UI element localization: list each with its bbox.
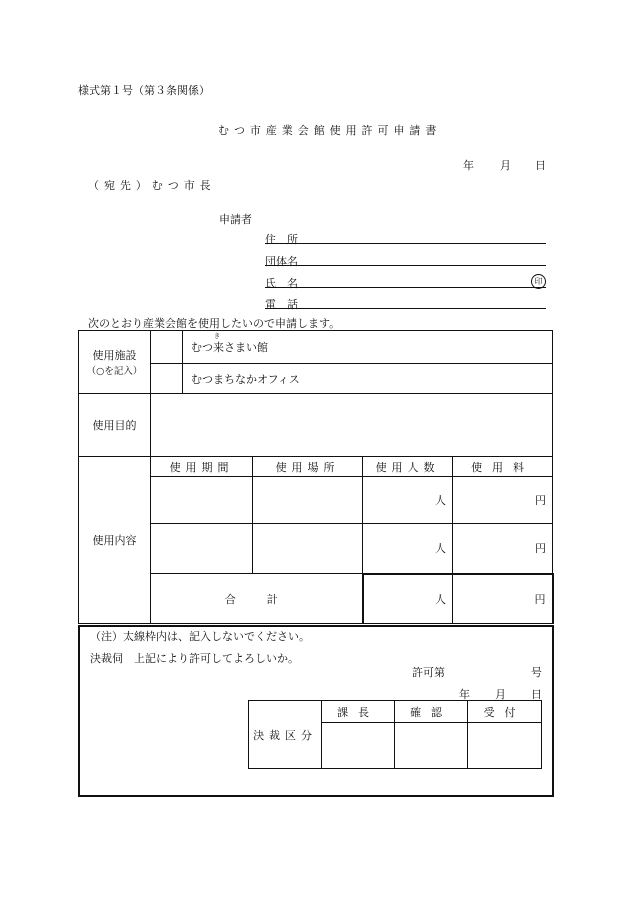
facility-sub-label: （○を記入）	[86, 366, 143, 377]
form-number: 様式第１号（第３条関係）	[78, 84, 210, 97]
decision-label: 決裁区分	[249, 701, 322, 769]
header-people: 使用人数	[363, 457, 453, 477]
header-period: 使用期間	[151, 457, 253, 477]
decision-table	[248, 700, 542, 769]
organization-line[interactable]	[265, 265, 546, 266]
date-month: 月	[500, 159, 511, 172]
name-line[interactable]	[265, 287, 546, 288]
decision-confirm-cell[interactable]	[395, 723, 468, 769]
address-label: 住 所	[265, 233, 298, 246]
applicant-heading: 申請者	[219, 213, 252, 226]
address-line[interactable]	[265, 243, 546, 244]
total-people: 人	[363, 574, 453, 624]
row2-fee[interactable]: 円	[453, 524, 553, 574]
office-date-day: 日	[531, 688, 542, 701]
facility-label: 使用施設	[92, 349, 137, 362]
facility-option-1-text: むつ き 来さまい館	[191, 333, 268, 354]
row2-period[interactable]	[151, 524, 253, 574]
phone-label: 電 話	[265, 298, 298, 311]
header-fee: 使用料	[453, 457, 553, 477]
organization-label: 団体名	[265, 255, 298, 268]
total-fee: 円	[453, 574, 553, 624]
office-note: （注）太線枠内は、記入しないでください。	[90, 630, 310, 643]
decision-header-reception: 受付	[468, 701, 542, 723]
row1-fee[interactable]: 円	[453, 477, 553, 524]
total-label: 合 計	[151, 574, 363, 624]
name-label: 氏 名	[265, 277, 298, 290]
facility-option-1	[183, 331, 553, 364]
application-table	[78, 330, 554, 624]
row1-place[interactable]	[253, 477, 363, 524]
decision-header-chief: 課長	[322, 701, 395, 723]
purpose-label: 使用目的	[79, 394, 151, 457]
date-day: 日	[535, 159, 546, 172]
office-date-month: 月	[495, 688, 506, 701]
row2-people[interactable]: 人	[363, 524, 453, 574]
decision-chief-cell[interactable]	[322, 723, 395, 769]
permit-label: 許可第	[412, 666, 445, 679]
decision-header-confirm: 確認	[395, 701, 468, 723]
decision-reception-cell[interactable]	[468, 723, 542, 769]
facility-mark-cell-1[interactable]	[151, 331, 183, 364]
approval-text: 決裁伺 上記により許可してよろしいか。	[90, 652, 299, 665]
facility-label-cell	[79, 331, 151, 394]
addressee: （宛先）むつ市長	[88, 179, 216, 192]
date-year: 年	[463, 159, 474, 172]
row2-place[interactable]	[253, 524, 363, 574]
request-sentence: 次のとおり産業会館を使用したいので申請します。	[88, 317, 341, 330]
content-label: 使用内容	[79, 457, 151, 624]
permit-suffix: 号	[531, 666, 542, 679]
seal-mark: 印	[531, 274, 546, 289]
facility-option-2: むつまちなかオフィス	[183, 364, 553, 394]
header-place: 使用場所	[253, 457, 363, 477]
row1-period[interactable]	[151, 477, 253, 524]
facility-ruby: き	[214, 333, 221, 340]
office-date-year: 年	[459, 688, 470, 701]
purpose-cell[interactable]	[151, 394, 553, 457]
row1-people[interactable]: 人	[363, 477, 453, 524]
phone-line[interactable]	[265, 308, 546, 309]
page-title: むつ市産業会館使用許可申請書	[218, 124, 442, 137]
facility-mark-cell-2[interactable]	[151, 364, 183, 394]
